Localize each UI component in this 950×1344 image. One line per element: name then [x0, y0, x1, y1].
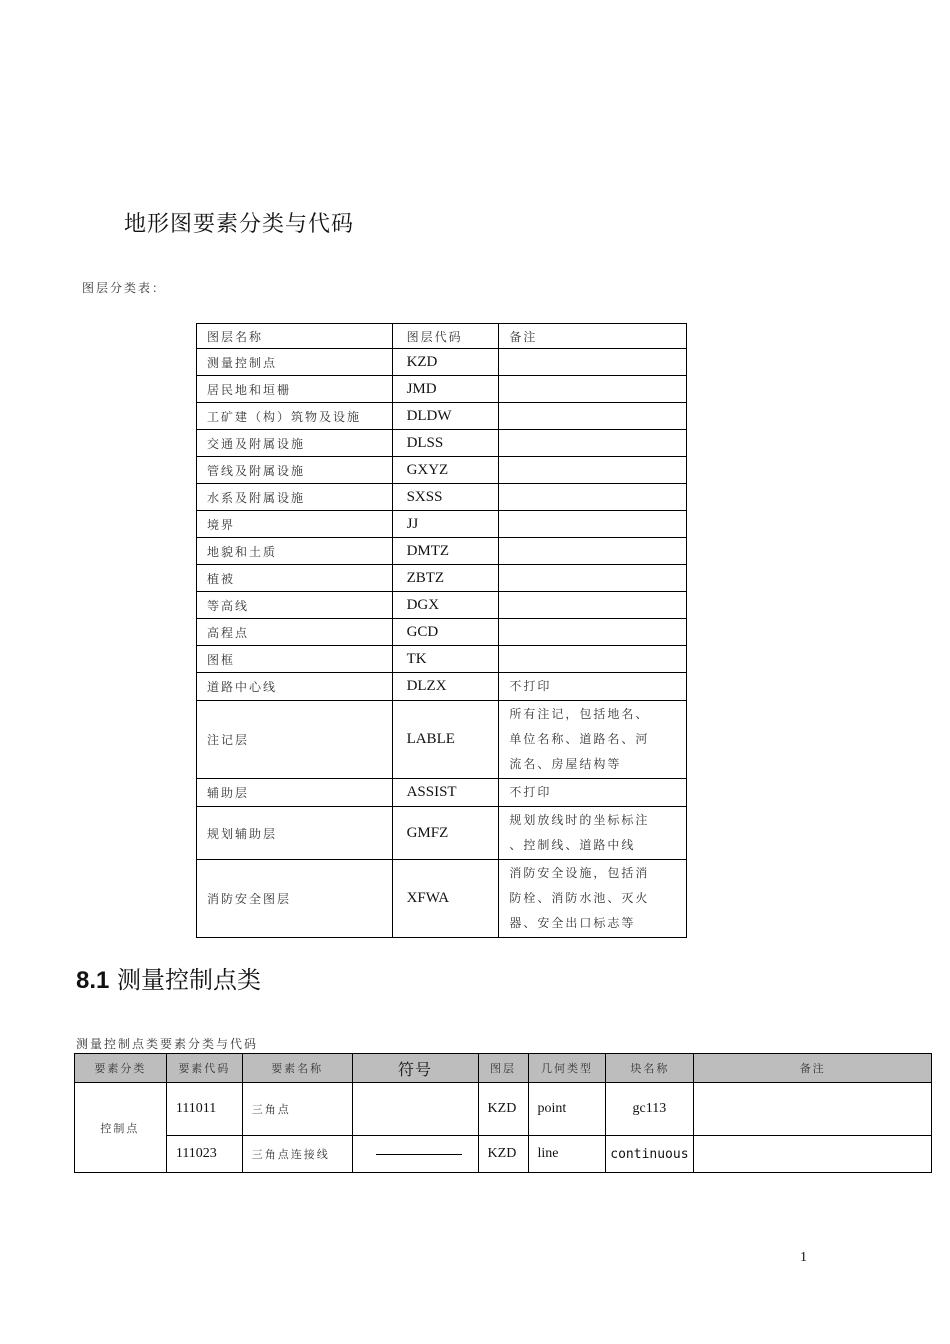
layer-code: JJ	[392, 511, 499, 538]
layer-name: 规划辅助层	[197, 807, 393, 860]
layer-table-body	[197, 324, 687, 938]
col-note: 备注	[694, 1054, 932, 1083]
feature-block: continuous	[606, 1136, 694, 1173]
feature-layer: KZD	[478, 1136, 528, 1173]
layer-code: JMD	[392, 376, 499, 403]
layer-name: 注记层	[197, 701, 393, 779]
table-row	[75, 1083, 932, 1136]
layer-name: 管线及附属设施	[197, 457, 393, 484]
layer-code: ZBTZ	[392, 565, 499, 592]
layer-code: LABLE	[392, 701, 499, 779]
layer-name: 水系及附属设施	[197, 484, 393, 511]
feature-geom: line	[528, 1136, 606, 1173]
layer-name: 道路中心线	[197, 673, 393, 701]
table-row	[197, 538, 687, 565]
feature-code: 111011	[166, 1083, 242, 1136]
control-table-header-row	[75, 1054, 932, 1083]
page-title: 地形图要素分类与代码	[124, 212, 355, 237]
layer-remark	[499, 457, 687, 484]
table-row	[197, 376, 687, 403]
table-row	[197, 565, 687, 592]
remark-line: 所有注记，包括地名、	[509, 707, 650, 721]
layer-classification-table	[196, 323, 687, 938]
layer-remark	[499, 430, 687, 457]
col-geom: 几何类型	[528, 1054, 606, 1083]
layer-name: 居民地和垣栅	[197, 376, 393, 403]
layer-remark	[499, 592, 687, 619]
header-layer-code: 图层代码	[392, 324, 499, 349]
layer-code: XFWA	[392, 860, 499, 938]
remark-line: 消防安全设施，包括消	[509, 866, 650, 880]
layer-name: 消防安全图层	[197, 860, 393, 938]
layer-name: 地貌和土质	[197, 538, 393, 565]
layer-code: SXSS	[392, 484, 499, 511]
layer-remark	[499, 403, 687, 430]
table-row	[197, 860, 687, 938]
feature-layer: KZD	[478, 1083, 528, 1136]
layer-name: 交通及附属设施	[197, 430, 393, 457]
layer-name: 测量控制点	[197, 349, 393, 376]
layer-remark	[499, 807, 687, 860]
layer-code: DMTZ	[392, 538, 499, 565]
layer-remark	[499, 701, 687, 779]
layer-remark	[499, 349, 687, 376]
page-number: 1	[800, 1250, 807, 1265]
section-title: 测量控制点类	[117, 966, 262, 994]
header-remark: 备注	[499, 324, 687, 349]
feature-block: gc113	[606, 1083, 694, 1136]
layer-code: GCD	[392, 619, 499, 646]
layer-code: DLDW	[392, 403, 499, 430]
layer-name: 植被	[197, 565, 393, 592]
layer-table-header-row	[197, 324, 687, 349]
layer-name: 图框	[197, 646, 393, 673]
layer-name: 境界	[197, 511, 393, 538]
layer-code: TK	[392, 646, 499, 673]
table-row	[197, 484, 687, 511]
layer-remark	[499, 646, 687, 673]
col-symbol: 符号	[352, 1054, 478, 1083]
table-row	[197, 457, 687, 484]
control-table-caption: 测量控制点类要素分类与代码	[76, 1037, 259, 1051]
table-row	[197, 619, 687, 646]
layer-code: GXYZ	[392, 457, 499, 484]
feature-name: 三角点连接线	[242, 1136, 352, 1173]
feature-name: 三角点	[242, 1083, 352, 1136]
header-layer-name: 图层名称	[197, 324, 393, 349]
layer-code: ASSIST	[392, 779, 499, 807]
feature-note	[694, 1136, 932, 1173]
layer-code: KZD	[392, 349, 499, 376]
table-row	[197, 701, 687, 779]
layer-code: GMFZ	[392, 807, 499, 860]
layer-name: 高程点	[197, 619, 393, 646]
table-row	[197, 592, 687, 619]
col-block: 块名称	[606, 1054, 694, 1083]
section-number: 8.1	[76, 967, 110, 994]
remark-line: 防栓、消防水池、灭火	[509, 891, 650, 905]
table-row	[75, 1136, 932, 1173]
feature-code: 111023	[166, 1136, 242, 1173]
feature-symbol	[352, 1083, 478, 1136]
layer-code: DGX	[392, 592, 499, 619]
layer-remark	[499, 619, 687, 646]
table-row	[197, 349, 687, 376]
feature-symbol	[352, 1136, 478, 1173]
table-row	[197, 673, 687, 701]
section-heading	[76, 960, 261, 995]
layer-remark	[499, 860, 687, 938]
layer-table-caption: 图层分类表：	[82, 281, 167, 295]
layer-code: DLSS	[392, 430, 499, 457]
col-code: 要素代码	[166, 1054, 242, 1083]
table-row	[197, 511, 687, 538]
table-row	[197, 403, 687, 430]
layer-name: 工矿建（构）筑物及设施	[197, 403, 393, 430]
layer-remark	[499, 565, 687, 592]
remark-line: 流名、房屋结构等	[509, 757, 622, 771]
remark-line: 规划放线时的坐标标注	[509, 813, 650, 827]
remark-line: 单位名称、道路名、河	[509, 732, 650, 746]
col-category: 要素分类	[75, 1054, 167, 1083]
line-symbol	[376, 1154, 462, 1155]
layer-code: DLZX	[392, 673, 499, 701]
feature-note	[694, 1083, 932, 1136]
layer-remark	[499, 538, 687, 565]
table-row	[197, 779, 687, 807]
group-label: 控制点	[75, 1083, 167, 1173]
table-row	[197, 646, 687, 673]
layer-remark: 不打印	[499, 779, 687, 807]
layer-name: 辅助层	[197, 779, 393, 807]
layer-remark: 不打印	[499, 673, 687, 701]
table-row	[197, 430, 687, 457]
layer-remark	[499, 484, 687, 511]
feature-geom: point	[528, 1083, 606, 1136]
col-name: 要素名称	[242, 1054, 352, 1083]
layer-name: 等高线	[197, 592, 393, 619]
remark-line: 器、安全出口标志等	[509, 916, 636, 930]
col-layer: 图层	[478, 1054, 528, 1083]
control-point-table	[74, 1053, 932, 1173]
layer-remark	[499, 511, 687, 538]
table-row	[197, 807, 687, 860]
remark-line: 、控制线、道路中线	[509, 838, 636, 852]
layer-remark	[499, 376, 687, 403]
